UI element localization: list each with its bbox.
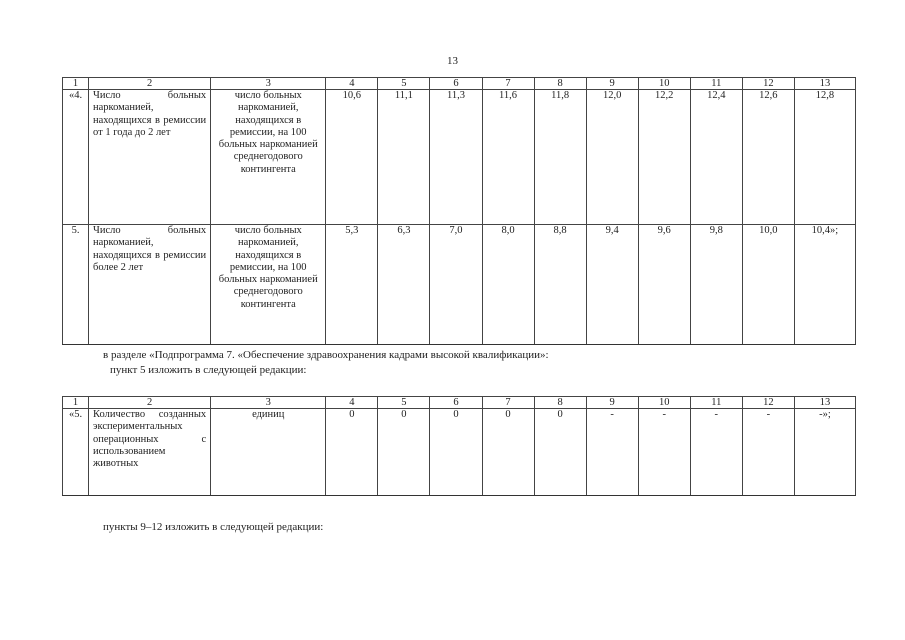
header-cell: 2 bbox=[89, 78, 211, 90]
header-cell: 5 bbox=[378, 78, 430, 90]
header-cell: 2 bbox=[89, 397, 211, 409]
value-cell: 10,6 bbox=[326, 90, 378, 225]
header-cell: 6 bbox=[430, 78, 482, 90]
value-cell: 12,4 bbox=[690, 90, 742, 225]
header-cell: 3 bbox=[211, 397, 326, 409]
value-cell: - bbox=[638, 409, 690, 496]
header-cell: 8 bbox=[534, 78, 586, 90]
header-cell: 6 bbox=[430, 397, 482, 409]
header-cell: 4 bbox=[326, 78, 378, 90]
value-cell: 11,8 bbox=[534, 90, 586, 225]
table-row bbox=[63, 409, 856, 496]
indicators-table-2 bbox=[62, 396, 856, 496]
value-cell: 0 bbox=[482, 409, 534, 496]
header-cell: 10 bbox=[638, 78, 690, 90]
table-row bbox=[63, 90, 856, 225]
instruction-paragraph: пункты 9–12 изложить в следующей редакции: bbox=[103, 521, 324, 533]
instruction-paragraph: пункт 5 изложить в следующей редакции: bbox=[110, 364, 307, 376]
unit-cell: число больных наркоманией, находящихся в ремиссии, на 100 больных наркоманией среднегодового контингента bbox=[211, 225, 326, 345]
value-cell: 9,8 bbox=[690, 225, 742, 345]
header-cell: 5 bbox=[378, 397, 430, 409]
header-cell: 11 bbox=[690, 397, 742, 409]
value-cell: - bbox=[586, 409, 638, 496]
header-cell: 1 bbox=[63, 78, 89, 90]
value-cell: 10,0 bbox=[742, 225, 794, 345]
value-cell: 8,8 bbox=[534, 225, 586, 345]
header-cell: 13 bbox=[794, 397, 855, 409]
value-cell: - bbox=[742, 409, 794, 496]
value-cell: 10,4»; bbox=[794, 225, 855, 345]
value-cell: 7,0 bbox=[430, 225, 482, 345]
header-cell: 11 bbox=[690, 78, 742, 90]
header-cell: 3 bbox=[211, 78, 326, 90]
header-cell: 7 bbox=[482, 78, 534, 90]
value-cell: 11,3 bbox=[430, 90, 482, 225]
value-cell: 5,3 bbox=[326, 225, 378, 345]
unit-cell: единиц bbox=[211, 409, 326, 496]
value-cell: 9,6 bbox=[638, 225, 690, 345]
value-cell: -»; bbox=[794, 409, 855, 496]
value-cell: 11,6 bbox=[482, 90, 534, 225]
header-cell: 1 bbox=[63, 397, 89, 409]
header-cell: 13 bbox=[794, 78, 855, 90]
row-number: «4. bbox=[63, 90, 89, 225]
value-cell: 11,1 bbox=[378, 90, 430, 225]
indicator-name: Число больных наркоманией, находящихся в ремиссии от 1 года до 2 лет bbox=[89, 90, 211, 225]
indicator-name: Число больных наркоманией, находящихся в ремиссии более 2 лет bbox=[89, 225, 211, 345]
row-number: «5. bbox=[63, 409, 89, 496]
value-cell: 0 bbox=[534, 409, 586, 496]
value-cell: 6,3 bbox=[378, 225, 430, 345]
header-cell: 8 bbox=[534, 397, 586, 409]
header-cell: 9 bbox=[586, 78, 638, 90]
page-number: 13 bbox=[447, 55, 458, 67]
header-cell: 7 bbox=[482, 397, 534, 409]
header-cell: 10 bbox=[638, 397, 690, 409]
indicators-table-1 bbox=[62, 77, 856, 345]
row-number: 5. bbox=[63, 225, 89, 345]
value-cell: 8,0 bbox=[482, 225, 534, 345]
header-cell: 9 bbox=[586, 397, 638, 409]
value-cell: 0 bbox=[378, 409, 430, 496]
value-cell: 12,2 bbox=[638, 90, 690, 225]
value-cell: - bbox=[690, 409, 742, 496]
unit-cell: число больных наркоманией, находящихся в ремиссии, на 100 больных наркоманией среднегодового контингента bbox=[211, 90, 326, 225]
value-cell: 0 bbox=[430, 409, 482, 496]
value-cell: 9,4 bbox=[586, 225, 638, 345]
header-cell: 4 bbox=[326, 397, 378, 409]
value-cell: 12,6 bbox=[742, 90, 794, 225]
table-header-row bbox=[63, 78, 856, 90]
value-cell: 12,8 bbox=[794, 90, 855, 225]
value-cell: 0 bbox=[326, 409, 378, 496]
header-cell: 12 bbox=[742, 397, 794, 409]
table-header-row bbox=[63, 397, 856, 409]
section-paragraph: в разделе «Подпрограмма 7. «Обеспечение здравоохранения кадрами высокой квалификации»: bbox=[103, 349, 549, 361]
value-cell: 12,0 bbox=[586, 90, 638, 225]
indicator-name: Количество созданных экспериментальных операционных с использованием животных bbox=[89, 409, 211, 496]
header-cell: 12 bbox=[742, 78, 794, 90]
table-row bbox=[63, 225, 856, 345]
